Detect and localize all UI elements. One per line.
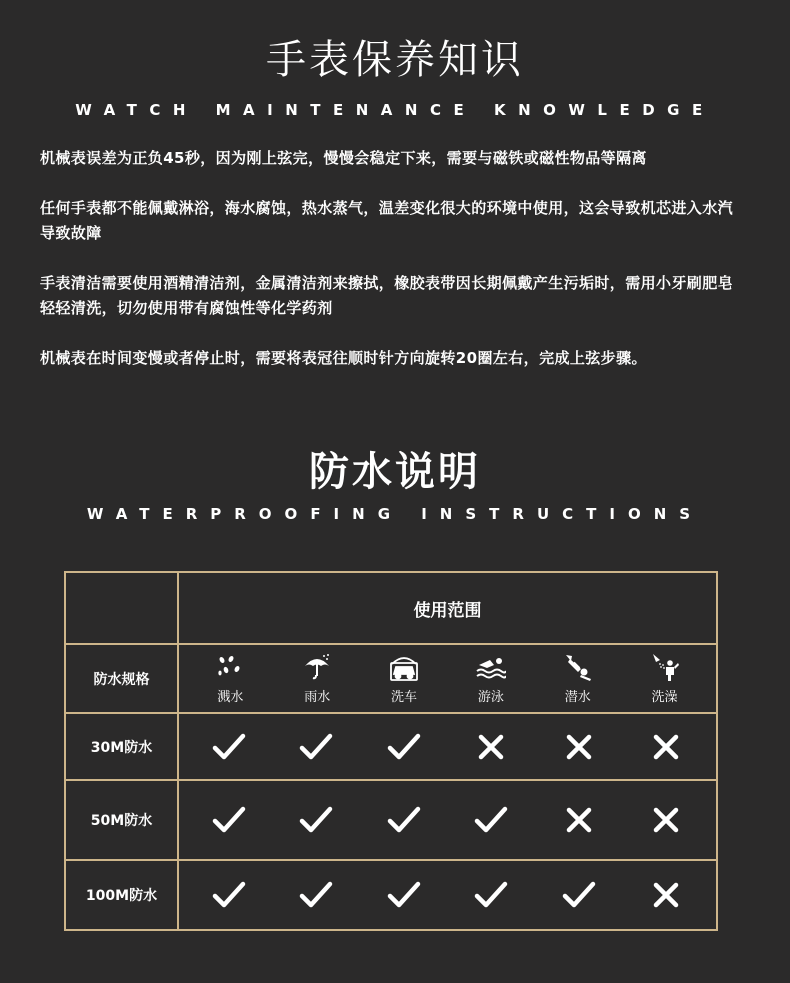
activity-label: 游泳 <box>477 690 504 705</box>
cross-icon <box>544 802 614 838</box>
check-icon <box>194 877 264 913</box>
activity-car-wash <box>369 652 439 705</box>
spec-row-label: 30M防水 <box>65 713 178 780</box>
maintenance-paragraph-1: 机械表误差为正负45秒，因为刚上弦完，慢慢会稳定下来，需要与磁铁或磁性物品等隔离 <box>40 149 647 167</box>
check-icon <box>369 802 439 838</box>
cross-icon <box>631 877 701 913</box>
shower-icon <box>650 652 680 682</box>
maintenance-title: 手表保养知识 <box>266 37 524 83</box>
cross-icon <box>456 729 526 765</box>
umbrella-rain-icon <box>302 652 332 682</box>
maintenance-paragraph-2: 任何手表都不能佩戴淋浴，海水腐蚀，热水蒸气，温差变化很大的环境中使用，这会导致机芯进入水汽导致故障 <box>40 199 734 242</box>
car-wash-icon <box>389 652 419 682</box>
check-icon <box>281 729 351 765</box>
waterproof-subtitle: WATERPROOFING INSTRUCTIONS <box>86 505 704 523</box>
check-icon <box>456 802 526 838</box>
activity-rain <box>282 652 352 705</box>
usage-header: 使用范围 <box>178 572 717 644</box>
cross-icon <box>544 729 614 765</box>
check-icon <box>369 729 439 765</box>
spec-row-30m <box>65 713 717 780</box>
activity-label: 洗车 <box>391 690 418 705</box>
diving-icon <box>563 652 593 682</box>
maintenance-paragraph-4: 机械表在时间变慢或者停止时，需要将表冠往顺时针方向旋转20圈左右，完成上弦步骤。 <box>40 349 647 367</box>
activity-shower <box>630 652 700 705</box>
table-corner-cell <box>65 572 178 644</box>
activity-splash <box>195 652 265 705</box>
maintenance-subtitle: WATCH MAINTENANCE KNOWLEDGE <box>75 101 715 119</box>
activity-swimming <box>456 652 526 705</box>
activity-label: 洗澡 <box>651 690 678 705</box>
check-icon <box>281 802 351 838</box>
spec-label: 防水规格 <box>65 644 178 713</box>
maintenance-paragraph-3: 手表清洁需要使用酒精清洁剂，金属清洁剂来擦拭，橡胶表带因长期佩戴产生污垢时，需用小牙刷肥皂轻轻清洗，切勿使用带有腐蚀性等化学药剂 <box>40 274 734 317</box>
spec-row-50m <box>65 780 717 860</box>
splash-icon <box>215 652 245 682</box>
check-icon <box>281 877 351 913</box>
spec-row-100m <box>65 860 717 930</box>
check-icon <box>369 877 439 913</box>
table-header-row <box>65 572 717 644</box>
spec-row-marks <box>178 780 717 860</box>
spec-row-label: 100M防水 <box>65 860 178 930</box>
check-icon <box>194 802 264 838</box>
spec-row-marks <box>178 860 717 930</box>
cross-icon <box>631 729 701 765</box>
activity-label: 潜水 <box>564 690 591 705</box>
activity-label: 雨水 <box>304 690 331 705</box>
activity-diving <box>543 652 613 705</box>
check-icon <box>456 877 526 913</box>
check-icon <box>544 877 614 913</box>
waterproof-title: 防水说明 <box>309 449 481 495</box>
activity-icon-row <box>65 644 717 713</box>
spec-row-marks <box>178 713 717 780</box>
activity-icons-cell <box>178 644 717 713</box>
waterproof-table <box>64 571 718 931</box>
check-icon <box>194 729 264 765</box>
activity-label: 溅水 <box>217 690 244 705</box>
swimming-icon <box>476 652 506 682</box>
cross-icon <box>631 802 701 838</box>
spec-row-label: 50M防水 <box>65 780 178 860</box>
